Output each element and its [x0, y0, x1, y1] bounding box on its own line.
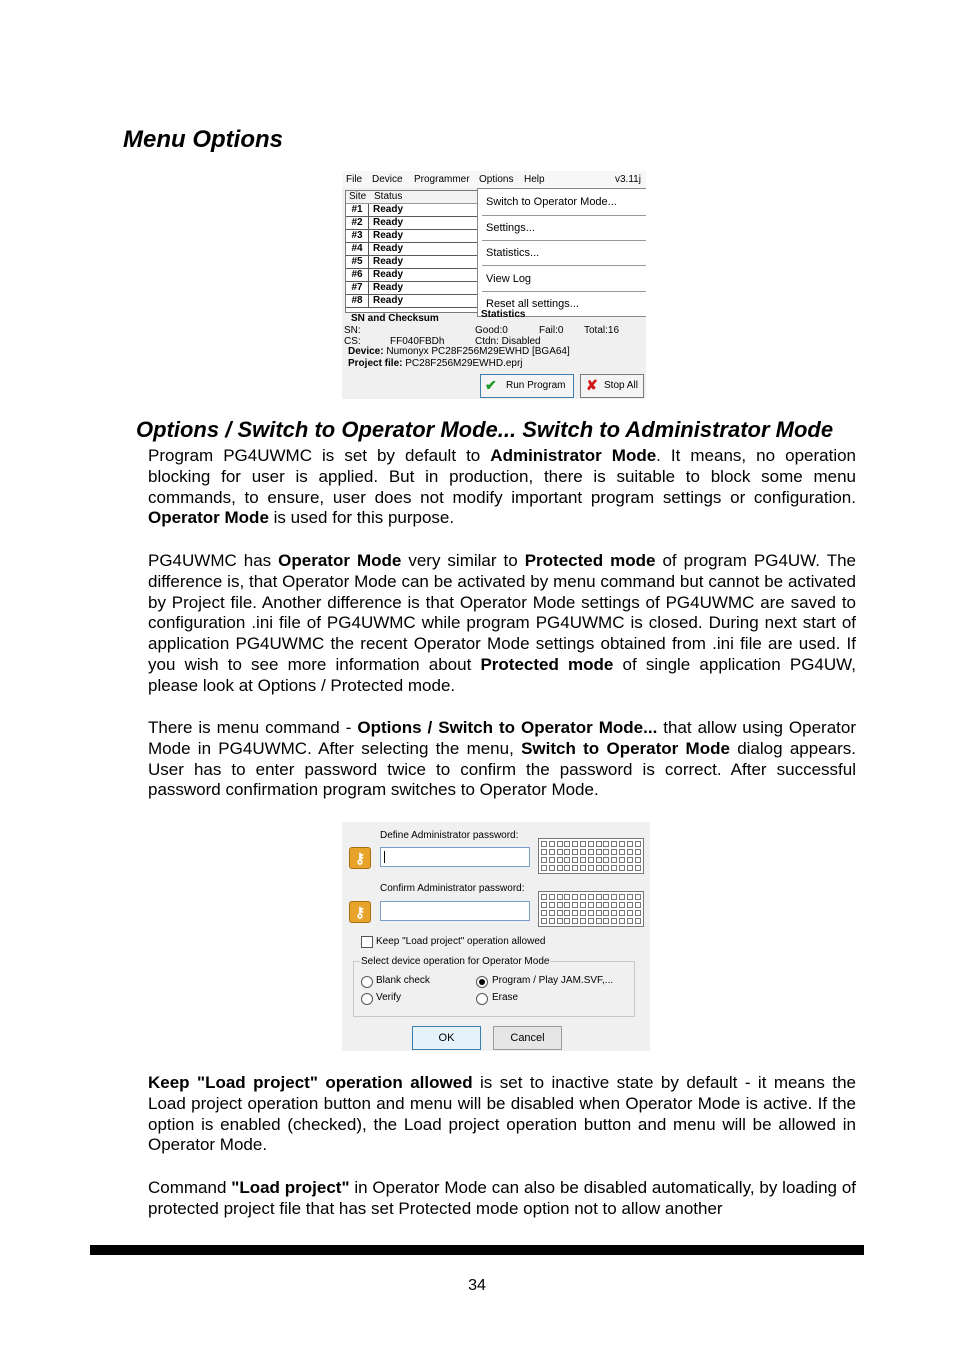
paragraph-4 [148, 1073, 856, 1156]
keyboard-key[interactable] [611, 857, 617, 863]
site-status: Ready [373, 256, 404, 267]
keyboard-key[interactable] [580, 857, 586, 863]
site-number: #1 [346, 204, 369, 216]
keyboard-key[interactable] [564, 894, 570, 900]
keyboard-key[interactable] [635, 865, 641, 871]
sn-panel-title: SN and Checksum [351, 313, 439, 324]
statistics-panel-title: Statistics [481, 309, 526, 320]
app-window-screenshot [342, 171, 646, 399]
keyboard-key[interactable] [541, 865, 547, 871]
bold-text: Protected mode [524, 551, 656, 570]
keyboard-key[interactable] [580, 894, 586, 900]
text-run: dialog appears. User has to enter password twice to confirm the password is correct. After successful password confirmation program switches to Operator Mode. [148, 738, 856, 800]
keyboard-key[interactable] [557, 865, 563, 871]
site-row[interactable] [346, 243, 478, 256]
text-run: very similar to [401, 551, 525, 570]
site-number: #2 [346, 217, 369, 229]
stats-fail: Fail:0 [539, 325, 564, 336]
bold-text: Options / Switch to Operator Mode... [357, 718, 658, 737]
site-status: Ready [373, 217, 404, 228]
radio-erase[interactable] [476, 993, 488, 1005]
menu-item-label: Settings... [486, 222, 535, 234]
text-cursor [384, 851, 385, 863]
keyboard-key[interactable] [619, 849, 625, 855]
stop-all-label: Stop All [604, 380, 638, 391]
keyboard-key[interactable] [611, 849, 617, 855]
device-info [348, 346, 570, 357]
stats-good: Good:0 [475, 325, 508, 336]
text-run: of program PG4UW. The difference is, that Operator Mode can be activated by menu command but cannot be activated by Project file. Another difference is that Operator Mode settings of PG4UWMC are saved to configuration .ini file of PG4UWMC while program PG4UWMC is closed. During next start of application PG4UWMC the recent Operator Mode settings obtained from .ini file are used. If you wish to see more information about [148, 551, 856, 674]
site-row[interactable] [346, 256, 478, 269]
keyboard-key[interactable] [564, 857, 570, 863]
text-run: There is menu command - [148, 718, 358, 737]
keyboard-key[interactable] [572, 894, 578, 900]
keyboard-key[interactable] [572, 918, 578, 924]
text-run: that allow using Operator Mode in PG4UWMC. After selecting the menu, [148, 718, 857, 758]
menu-separator [482, 265, 646, 266]
paragraph-1 [148, 446, 856, 529]
text-run: PG4UWMC has [148, 551, 279, 570]
keyboard-key[interactable] [564, 902, 570, 908]
keyboard-key[interactable] [635, 910, 641, 916]
site-number: #7 [346, 282, 369, 294]
keyboard-key[interactable] [619, 841, 625, 847]
subsection-heading: Options / Switch to Operator Mode... Switch to Administrator Mode [136, 417, 834, 442]
keyboard-key[interactable] [541, 849, 547, 855]
section-heading: Menu Options [123, 126, 283, 153]
keyboard-key[interactable] [611, 865, 617, 871]
paragraph-3 [148, 718, 856, 801]
keyboard-key[interactable] [580, 865, 586, 871]
keyboard-key[interactable] [588, 902, 594, 908]
cs-label: CS: [344, 336, 361, 347]
keyboard-key[interactable] [580, 918, 586, 924]
keyboard-key[interactable] [564, 865, 570, 871]
keyboard-key[interactable] [611, 918, 617, 924]
project-label: Project file: [348, 358, 403, 369]
keyboard-key[interactable] [603, 894, 609, 900]
keyboard-key[interactable] [549, 865, 555, 871]
site-number: #5 [346, 256, 369, 268]
menu-item-label: Switch to Operator Mode... [486, 196, 617, 208]
verify-label: Verify [376, 992, 402, 1003]
run-program-label: Run Program [506, 380, 566, 391]
menu-item-label: Reset all settings... [486, 298, 579, 310]
keyboard-key[interactable] [564, 849, 570, 855]
keyboard-key[interactable] [541, 902, 547, 908]
keep-load-project-label: Keep "Load project" operation allowed [376, 936, 546, 947]
keyboard-key[interactable] [627, 849, 633, 855]
text-run: is used for this purpose. [268, 508, 455, 528]
site-status: Ready [373, 243, 404, 254]
keyboard-key[interactable] [541, 857, 547, 863]
keyboard-key[interactable] [580, 902, 586, 908]
menu-device[interactable]: Device [372, 174, 403, 185]
keyboard-key[interactable] [596, 918, 602, 924]
keyboard-key[interactable] [557, 910, 563, 916]
keyboard-key[interactable] [627, 910, 633, 916]
keyboard-key[interactable] [588, 918, 594, 924]
program-label: Program / Play JAM.SVF,... [492, 975, 614, 986]
menu-options[interactable]: Options [479, 174, 514, 185]
red-x-icon: ✘ [586, 377, 598, 393]
sn-label: SN: [344, 325, 361, 336]
menu-programmer[interactable]: Programmer [414, 174, 470, 185]
menu-item-label: Statistics... [486, 247, 540, 259]
key-icon: ⚷ [349, 901, 371, 923]
keyboard-key[interactable] [549, 857, 555, 863]
site-row[interactable] [346, 230, 478, 243]
text-run: Program PG4UWMC is set by default to [148, 446, 491, 465]
device-operation-group-label: Select device operation for Operator Mode [361, 956, 550, 967]
site-number: #6 [346, 269, 369, 281]
keyboard-key[interactable] [588, 894, 594, 900]
keyboard-key[interactable] [541, 841, 547, 847]
keyboard-key[interactable] [572, 902, 578, 908]
key-icon: ⚷ [349, 847, 371, 869]
run-program-button[interactable] [480, 374, 574, 398]
keyboard-key[interactable] [603, 841, 609, 847]
version-label: v3.11j [615, 174, 641, 185]
menu-item-view-log[interactable] [478, 267, 646, 292]
page-number: 34 [468, 1277, 486, 1294]
keyboard-key[interactable] [611, 902, 617, 908]
ok-button[interactable]: OK [412, 1026, 481, 1050]
site-list-header [346, 191, 478, 204]
keyboard-key[interactable] [611, 910, 617, 916]
site-status: Ready [373, 230, 404, 241]
keep-load-project-checkbox[interactable] [361, 936, 373, 948]
cs-value: FF040FBDh [390, 336, 445, 347]
site-row[interactable] [346, 282, 478, 295]
keyboard-key[interactable] [557, 857, 563, 863]
keyboard-key[interactable] [596, 865, 602, 871]
virtual-keyboard[interactable] [538, 891, 644, 927]
keyboard-key[interactable] [619, 865, 625, 871]
keyboard-key[interactable] [588, 910, 594, 916]
checkmark-icon: ✔ [485, 377, 497, 393]
keyboard-key[interactable] [541, 910, 547, 916]
project-value: PC28F256M29EWHD.eprj [405, 358, 523, 369]
options-dropdown-menu [477, 188, 646, 317]
site-status: Ready [373, 204, 404, 215]
keyboard-key[interactable] [564, 918, 570, 924]
keyboard-key[interactable] [557, 902, 563, 908]
keyboard-key[interactable] [619, 894, 625, 900]
keyboard-key[interactable] [603, 918, 609, 924]
site-row[interactable] [346, 269, 478, 282]
bold-text: Switch to Operator Mode [521, 738, 730, 758]
keyboard-key[interactable] [619, 910, 625, 916]
keyboard-key[interactable] [596, 841, 602, 847]
keyboard-key[interactable] [603, 902, 609, 908]
keyboard-key[interactable] [580, 841, 586, 847]
sn-checksum-panel [343, 315, 471, 345]
footer-rule [90, 1245, 864, 1255]
keyboard-key[interactable] [588, 857, 594, 863]
menu-item-settings[interactable] [478, 216, 646, 241]
keyboard-key[interactable] [557, 918, 563, 924]
keyboard-key[interactable] [627, 902, 633, 908]
keyboard-key[interactable] [627, 841, 633, 847]
keyboard-key[interactable] [596, 910, 602, 916]
keyboard-key[interactable] [549, 841, 555, 847]
project-info [348, 358, 523, 369]
site-row[interactable] [346, 204, 478, 217]
menu-item-switch-operator-mode[interactable] [478, 190, 646, 215]
menu-help[interactable]: Help [524, 174, 545, 185]
keyboard-key[interactable] [564, 841, 570, 847]
bold-text: Operator Mode [278, 551, 402, 570]
define-password-label: Define Administrator password: [380, 830, 519, 841]
keyboard-key[interactable] [588, 865, 594, 871]
site-number: #4 [346, 243, 369, 255]
keyboard-key[interactable] [557, 849, 563, 855]
stop-all-button[interactable] [580, 374, 644, 398]
keyboard-key[interactable] [549, 894, 555, 900]
blank-check-label: Blank check [376, 975, 430, 986]
keyboard-key[interactable] [580, 849, 586, 855]
stats-total: Total:16 [584, 325, 620, 336]
keyboard-key[interactable] [549, 902, 555, 908]
keyboard-key[interactable] [603, 865, 609, 871]
site-number: #8 [346, 295, 369, 307]
keyboard-key[interactable] [603, 857, 609, 863]
keyboard-key[interactable] [596, 857, 602, 863]
device-value: Numonyx PC28F256M29EWHD [BGA64] [386, 346, 570, 357]
device-operation-group [353, 961, 635, 1017]
text-run: of single application PG4UW, please look at Options / Protected mode. [148, 654, 856, 695]
paragraph-5 [148, 1178, 856, 1220]
menu-file[interactable]: File [346, 174, 363, 185]
keyboard-key[interactable] [596, 849, 602, 855]
keyboard-key[interactable] [541, 918, 547, 924]
bold-text: Administrator Mode [490, 446, 657, 465]
keyboard-key[interactable] [549, 910, 555, 916]
keyboard-key[interactable] [635, 857, 641, 863]
keyboard-key[interactable] [557, 894, 563, 900]
keyboard-key[interactable] [635, 849, 641, 855]
keyboard-key[interactable] [635, 902, 641, 908]
keyboard-key[interactable] [635, 841, 641, 847]
menu-item-statistics[interactable] [478, 241, 646, 266]
menu-item-label: View Log [486, 273, 532, 285]
keyboard-key[interactable] [572, 857, 578, 863]
stats-countdown: Ctdn: Disabled [475, 336, 541, 347]
bold-text: "Load project" [231, 1178, 350, 1197]
keyboard-key[interactable] [596, 902, 602, 908]
keyboard-key[interactable] [627, 857, 633, 863]
keyboard-key[interactable] [627, 918, 633, 924]
radio-blank-check[interactable] [361, 976, 373, 988]
keyboard-key[interactable] [588, 849, 594, 855]
keyboard-key[interactable] [557, 841, 563, 847]
keyboard-key[interactable] [619, 918, 625, 924]
site-column-header: Site [349, 191, 367, 202]
keyboard-key[interactable] [596, 894, 602, 900]
site-row[interactable] [346, 295, 478, 308]
keyboard-key[interactable] [549, 849, 555, 855]
confirm-password-input[interactable] [380, 901, 530, 921]
site-row[interactable] [346, 217, 478, 230]
keyboard-key[interactable] [580, 910, 586, 916]
keyboard-key[interactable] [635, 894, 641, 900]
keyboard-key[interactable] [572, 849, 578, 855]
text-run: . It means, no operation blocking for user is applied. But in production, there is suitable to block some menu commands, to ensure, user does not modify important program settings or configuration. [148, 446, 857, 507]
keyboard-key[interactable] [564, 910, 570, 916]
keyboard-key[interactable] [572, 910, 578, 916]
bold-text: Protected mode [480, 654, 614, 674]
site-number: #3 [346, 230, 369, 242]
keyboard-key[interactable] [627, 894, 633, 900]
menu-bar [342, 171, 646, 188]
keyboard-key[interactable] [635, 918, 641, 924]
keyboard-key[interactable] [611, 841, 617, 847]
paragraph-2 [148, 551, 856, 697]
keyboard-key[interactable] [627, 865, 633, 871]
site-status: Ready [373, 282, 404, 293]
confirm-password-label: Confirm Administrator password: [380, 883, 525, 894]
bold-text: Operator Mode [148, 508, 269, 528]
keyboard-key[interactable] [572, 865, 578, 871]
keyboard-key[interactable] [588, 841, 594, 847]
text-run: Command [148, 1178, 232, 1197]
define-password-input[interactable] [380, 847, 530, 867]
keyboard-key[interactable] [572, 841, 578, 847]
bold-text: Keep "Load project" operation allowed [148, 1073, 473, 1092]
virtual-keyboard[interactable] [538, 838, 644, 874]
cancel-button[interactable]: Cancel [493, 1026, 562, 1050]
keyboard-key[interactable] [611, 894, 617, 900]
keyboard-key[interactable] [549, 918, 555, 924]
site-status: Ready [373, 269, 404, 280]
site-status: Ready [373, 295, 404, 306]
statistics-panel [473, 309, 643, 347]
text-run: is set to inactive state by default - it means the Load project operation button and menu will be disabled when Operator Mode is active. If the option is enabled (checked), the Load project operation button and menu will be allowed in Operator Mode. [148, 1073, 856, 1155]
status-column-header: Status [374, 191, 403, 202]
keyboard-key[interactable] [619, 902, 625, 908]
keyboard-key[interactable] [603, 849, 609, 855]
keyboard-key[interactable] [619, 857, 625, 863]
radio-verify[interactable] [361, 993, 373, 1005]
keyboard-key[interactable] [603, 910, 609, 916]
erase-label: Erase [492, 992, 519, 1003]
device-label: Device: [348, 346, 384, 357]
text-run: in Operator Mode can also be disabled automatically, by loading of protected project file that has set Protected mode option not to allow another [148, 1178, 857, 1218]
site-list [345, 190, 479, 313]
radio-program[interactable] [476, 976, 488, 988]
operator-mode-dialog-screenshot [342, 822, 650, 1051]
keyboard-key[interactable] [541, 894, 547, 900]
